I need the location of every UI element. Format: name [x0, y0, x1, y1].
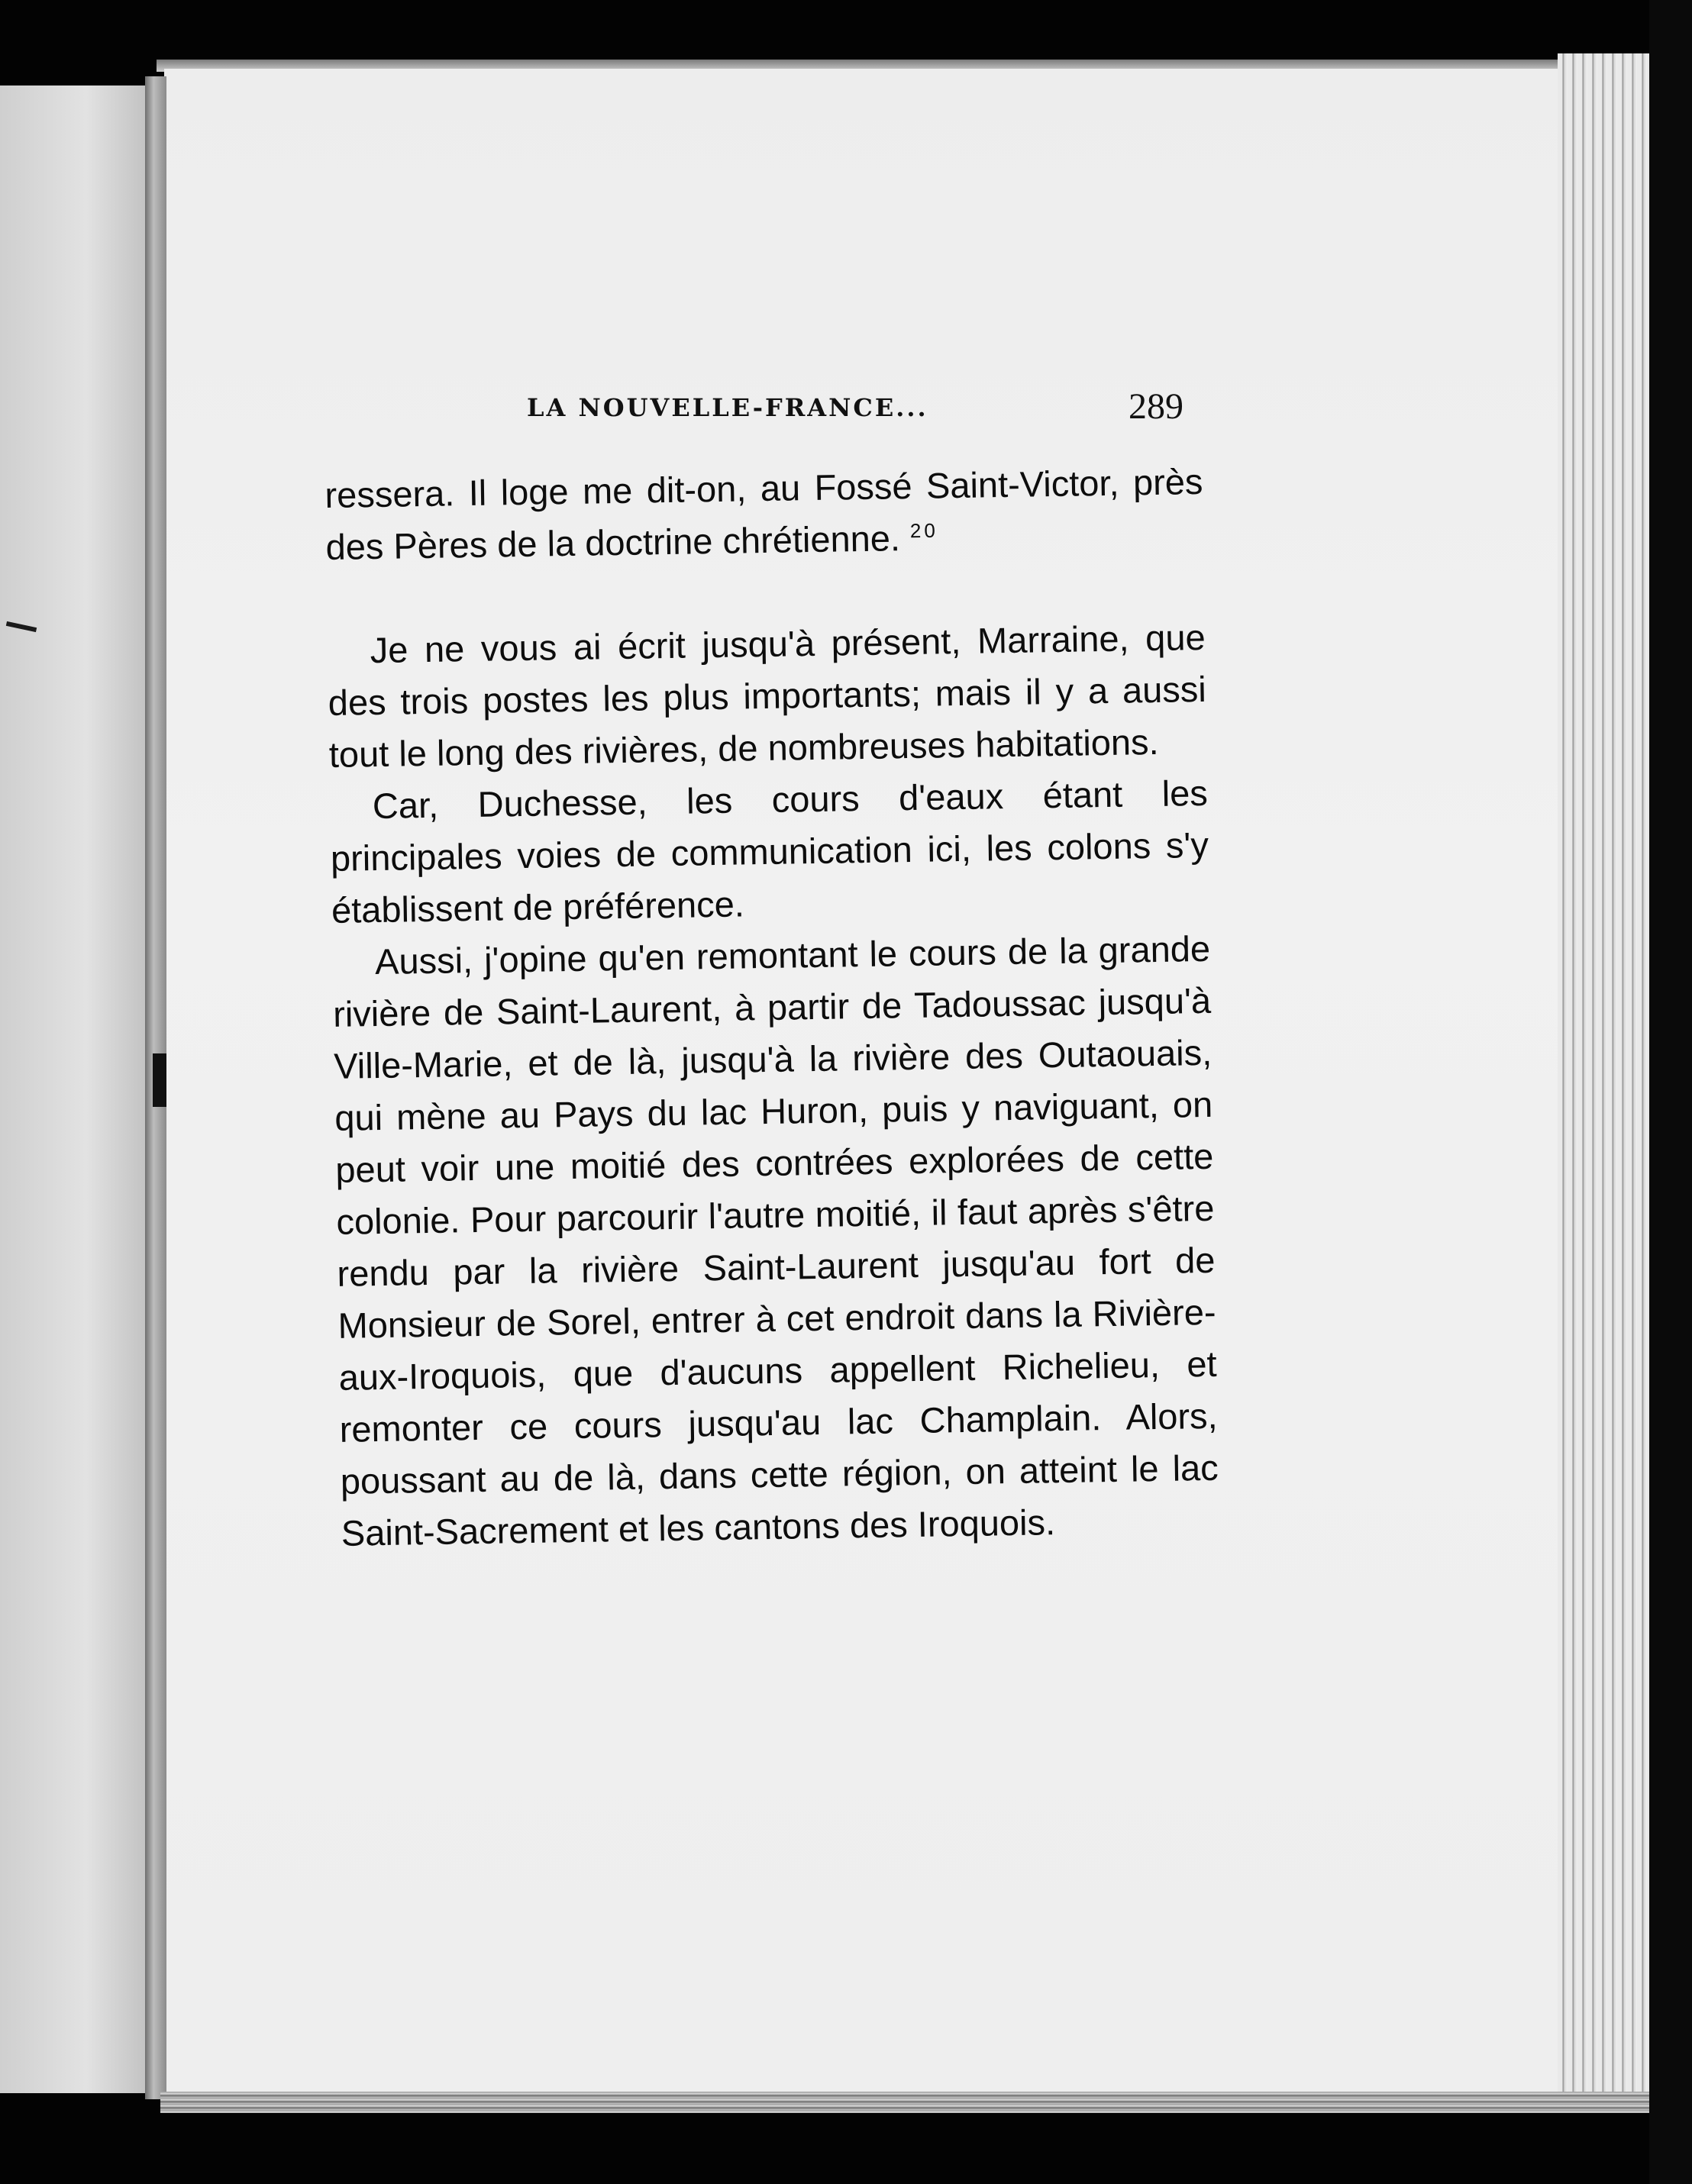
footnote-reference: 20	[909, 518, 939, 543]
page-number: 289	[1129, 386, 1183, 427]
running-head: LA NOUVELLE-FRANCE...	[527, 393, 928, 422]
body-text	[325, 456, 1219, 1560]
continuation-text: ressera. Il loge me dit-on, au Fossé Saint-Victor, près des Pères de la doctrine chrétienne.	[325, 460, 1203, 567]
paragraph: Aussi, j'opine qu'en remontant le cours de la grande rivière de Saint-Laurent, à partir de Tadoussac jusqu'à Ville-Marie, et de là, jusqu'à la rivière des Outaouais, qui mène au Pays du lac Huron, puis y naviguant, on peut voir une moitié des contrées explorées de cette colonie. Pour parcourir l'autre moitié, il faut après s'être rendu par la rivière Saint-Laurent jusqu'au fort de Monsieur de Sorel, entrer à cet endroit dans la Rivière-aux-Iroquois, que d'aucuns appellent Richelieu, et remonter ce cours jusqu'au lac Champlain. Alors, poussant au de là, dans cette région, on atteint le lac Saint-Sacrement et les cantons des Iroquois.	[332, 927, 1219, 1553]
binding-mark	[153, 1053, 166, 1107]
page-stack-edge	[1558, 53, 1649, 2107]
continuation-paragraph	[325, 456, 1204, 573]
page-header	[527, 386, 1183, 431]
bottom-page-edge	[160, 2092, 1649, 2113]
paragraph: Car, Duchesse, les cours d'eaux étant les principales voies de communication ici, les colons s'y établissent de préférence.	[330, 772, 1209, 931]
right-dark-border	[1649, 0, 1692, 2184]
left-page-edge	[0, 85, 157, 2093]
paragraph: Je ne vous ai écrit jusqu'à présent, Marraine, que des trois postes les plus importants; mais il y a aussi tout le long des rivières, de nombreuses habitations.	[328, 616, 1207, 775]
